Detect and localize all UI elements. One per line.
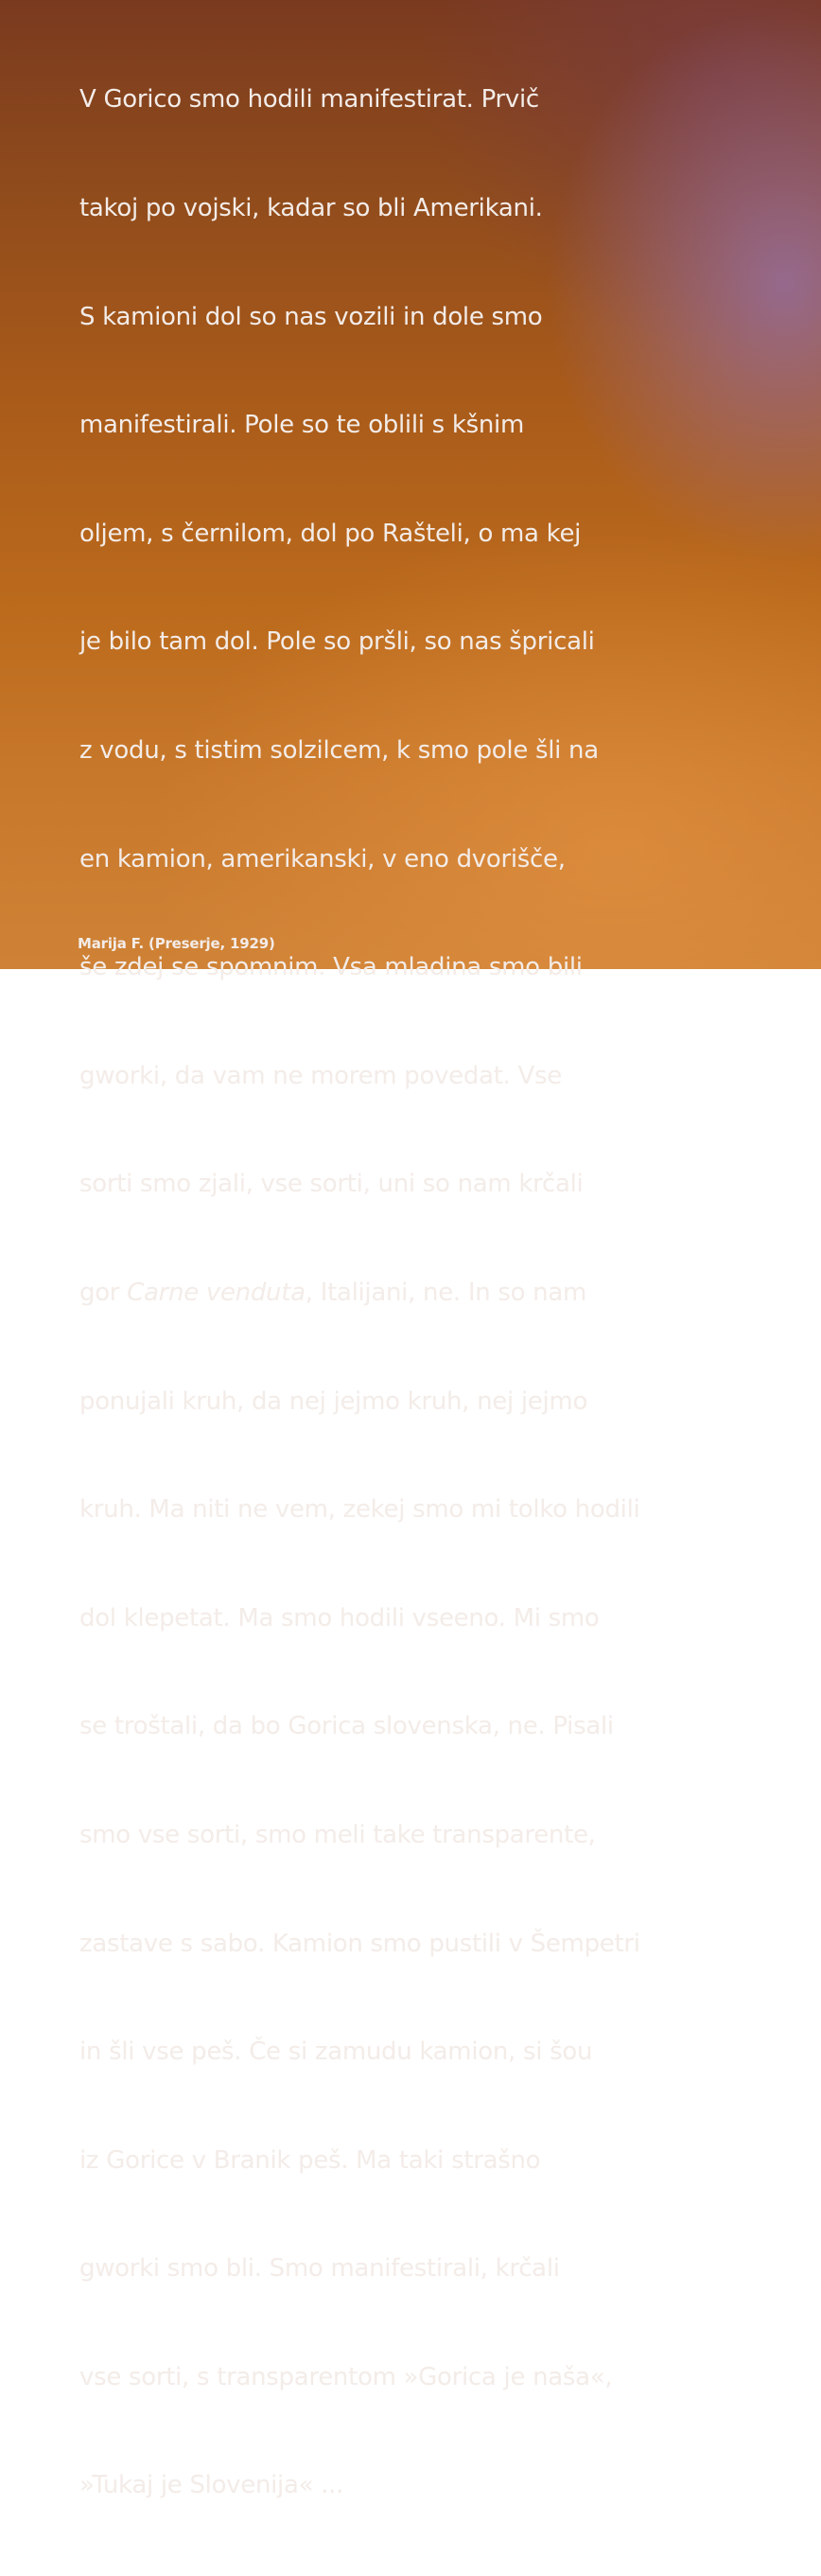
quote-italic-phrase: Carne venduta (127, 1278, 306, 1307)
quote-attribution: Marija F. (Preserje, 1929) (78, 935, 275, 952)
quote-line: kruh. Ma niti ne vem, zekej smo mi tolko hodili (79, 1495, 640, 1525)
quote-line: se troštali, da bo Gorica slovenska, ne. Pisali (79, 1712, 614, 1741)
quote-line: sorti smo zjali, vse sorti, uni so nam krčali (79, 1170, 584, 1199)
quote-line: je bilo tam dol. Pole so pršli, so nas špricali (79, 627, 595, 657)
quote-line: še zdej se spomnim. Vsa mladina smo bili (79, 953, 583, 982)
quote-line: gworki smo bli. Smo manifestirali, krčali (79, 2254, 560, 2284)
quote-line: ponujali kruh, da nej jejmo kruh, nej jejmo (79, 1386, 588, 1416)
quote-line-suffix: , Italijani, ne. In so nam (305, 1278, 586, 1307)
quote-text (79, 9, 798, 2576)
quote-line: zastave s sabo. Kamion smo pustili v Šempetri (79, 1929, 640, 1958)
quote-line: V Gorico smo hodili manifestirat. Prvič (79, 85, 539, 115)
quote-line: S kamioni dol so nas vozili in dole smo (79, 302, 543, 331)
quote-line: en kamion, amerikanski, v eno dvorišče, (79, 844, 566, 873)
quote-line: smo vse sorti, smo meli take transparente, (79, 1820, 596, 1849)
quote-line: dol klepetat. Ma smo hodili vseeno. Mi smo (79, 1603, 600, 1632)
quote-line: in šli vse peš. Če si zamudu kamion, si šou (79, 2038, 593, 2067)
quote-line-prefix: gor (79, 1278, 128, 1307)
quote-line: takoj po vojski, kadar so bli Amerikani. (79, 194, 543, 222)
quote-line: vse sorti, s transparentom »Gorica je naša«, (79, 2362, 613, 2391)
quote-line: gworki, da vam ne morem povedat. Vse (79, 1061, 562, 1090)
quote-line: oljem, s černilom, dol po Rašteli, o ma kej (79, 519, 582, 548)
quote-line: z vodu, s tistim solzilcem, k smo pole šli na (79, 735, 599, 765)
quote-line: manifestirali. Pole so te oblili s kšnim (79, 411, 525, 440)
quote-line: iz Gorice v Branik peš. Ma taki strašno (79, 2145, 541, 2175)
quote-line-with-italic (79, 1275, 798, 1311)
quote-line: »Tukaj je Slovenija« ... (79, 2471, 344, 2500)
